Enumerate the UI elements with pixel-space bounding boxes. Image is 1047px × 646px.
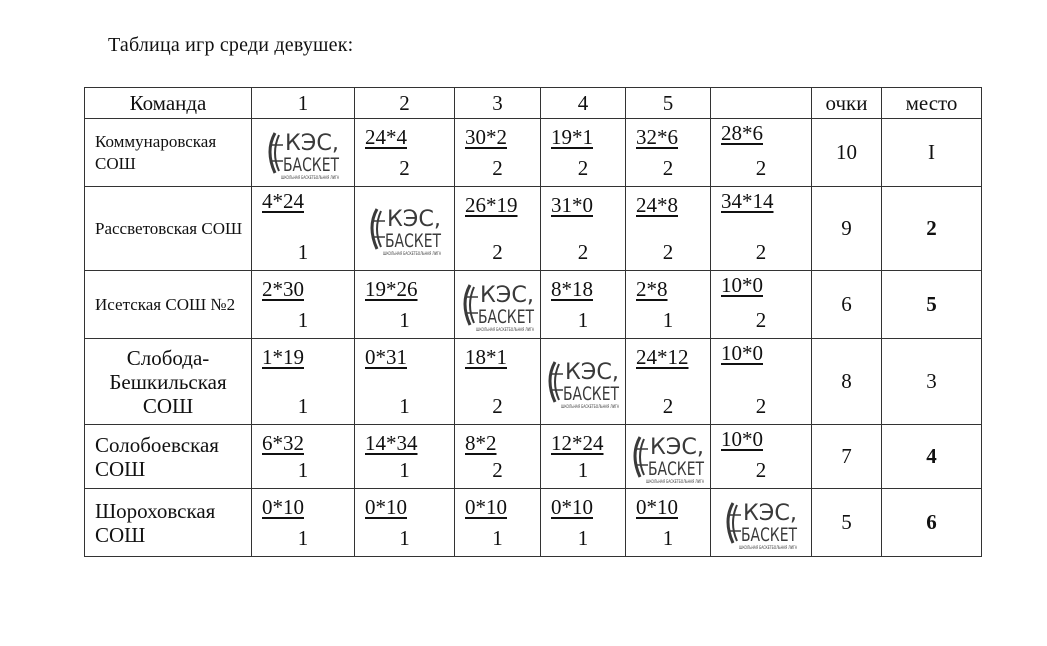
score-cell	[252, 187, 355, 271]
score-cell	[355, 119, 455, 187]
logo-text-top: КЭС,	[565, 359, 619, 385]
game-points: 2	[755, 394, 767, 418]
team-place: 3	[882, 339, 982, 425]
game-score: 14*34	[365, 431, 418, 455]
game-score: 0*10	[262, 495, 304, 519]
header-place: место	[882, 88, 982, 119]
score-cell	[626, 489, 711, 557]
kes-basket-logo	[263, 123, 343, 183]
kes-basket-logo	[628, 427, 708, 487]
logo-text-top: КЭС,	[743, 500, 797, 526]
total-points: 7	[812, 425, 882, 489]
game-score: 19*1	[551, 125, 593, 149]
kes-basket-logo	[365, 199, 445, 259]
game-points: 1	[399, 394, 410, 418]
game-score: 24*8	[636, 193, 678, 217]
game-points: 1	[492, 526, 503, 550]
table-row	[85, 119, 982, 187]
score-cell	[455, 339, 541, 425]
logo-cell	[711, 489, 812, 557]
game-score: 4*24	[262, 189, 304, 213]
logo-caption: ШКОЛЬНАЯ БАСКЕТБОЛЬНАЯ ЛИГА	[646, 478, 705, 484]
logo-caption: ШКОЛЬНАЯ БАСКЕТБОЛЬНАЯ ЛИГА	[281, 174, 340, 180]
score-cell	[711, 119, 812, 187]
game-score: 10*0	[721, 341, 763, 365]
score-cell	[541, 119, 626, 187]
game-score: 8*18	[551, 277, 593, 301]
header-team: Команда	[85, 88, 252, 119]
total-points: 10	[812, 119, 882, 187]
game-points: 2	[662, 156, 674, 180]
game-points: 1	[577, 526, 589, 550]
table-row	[85, 271, 982, 339]
logo-caption: ШКОЛЬНАЯ БАСКЕТБОЛЬНАЯ ЛИГА	[382, 250, 441, 256]
game-score: 18*1	[465, 345, 507, 369]
game-score: 2*8	[636, 277, 668, 301]
logo-caption: ШКОЛЬНАЯ БАСКЕТБОЛЬНАЯ ЛИГА	[739, 544, 798, 550]
game-points: 2	[755, 156, 767, 180]
score-cell	[626, 187, 711, 271]
team-place: 2	[882, 187, 982, 271]
game-points: 1	[577, 458, 589, 482]
header-game-1: 1	[252, 88, 355, 119]
score-cell	[252, 339, 355, 425]
game-score: 0*31	[365, 345, 407, 369]
game-score: 34*14	[721, 189, 774, 213]
game-points: 1	[662, 526, 674, 550]
game-score: 0*10	[551, 495, 593, 519]
score-cell	[355, 339, 455, 425]
score-cell	[455, 425, 541, 489]
logo-text-bottom: БАСКЕТ	[477, 305, 534, 328]
logo-text-bottom: БАСКЕТ	[648, 457, 705, 480]
team-place: 4	[882, 425, 982, 489]
game-points: 1	[399, 526, 410, 550]
score-cell	[355, 271, 455, 339]
game-score: 24*4	[365, 125, 407, 149]
game-score: 1*19	[262, 345, 304, 369]
game-score: 30*2	[465, 125, 507, 149]
logo-text-top: КЭС,	[285, 130, 339, 156]
logo-text-bottom: БАСКЕТ	[384, 229, 441, 252]
logo-cell	[626, 425, 711, 489]
score-cell	[355, 489, 455, 557]
logo-text-top: КЭС,	[479, 282, 534, 308]
game-points: 1	[662, 308, 674, 332]
header-game-3: 3	[455, 88, 541, 119]
game-score: 12*24	[551, 431, 604, 455]
kes-basket-logo	[543, 352, 623, 412]
score-cell	[711, 271, 812, 339]
logo-cell	[455, 271, 541, 339]
team-name: Слобода-Бешкильская СОШ	[85, 339, 252, 425]
logo-caption: ШКОЛЬНАЯ БАСКЕТБОЛЬНАЯ ЛИГА	[561, 403, 620, 409]
team-place: 6	[882, 489, 982, 557]
header-game-5: 5	[626, 88, 711, 119]
game-score: 0*10	[465, 495, 507, 519]
table-row	[85, 187, 982, 271]
team-name: Коммунаровская СОШ	[85, 119, 252, 187]
game-score: 2*30	[262, 277, 304, 301]
kes-basket-logo	[721, 493, 801, 553]
game-score: 26*19	[465, 193, 518, 217]
logo-text-bottom: БАСКЕТ	[563, 382, 620, 405]
game-score: 10*0	[721, 427, 763, 451]
logo-cell	[355, 187, 455, 271]
score-cell	[626, 271, 711, 339]
header-points: очки	[812, 88, 882, 119]
score-cell	[711, 339, 812, 425]
score-cell	[455, 489, 541, 557]
score-cell	[626, 119, 711, 187]
team-name: Исетская СОШ №2	[85, 271, 252, 339]
game-score: 6*32	[262, 431, 304, 455]
logo-cell	[541, 339, 626, 425]
game-score: 0*10	[636, 495, 678, 519]
table-row	[85, 489, 982, 557]
document-title: Таблица игр среди девушек:	[108, 34, 354, 56]
team-name: Шороховская СОШ	[85, 489, 252, 557]
score-cell	[252, 425, 355, 489]
header-game-6	[711, 88, 812, 119]
score-cell	[455, 119, 541, 187]
logo-text-top: КЭС,	[386, 206, 441, 232]
score-cell	[455, 187, 541, 271]
game-points: 1	[297, 394, 309, 418]
team-name: Рассветовская СОШ	[85, 187, 252, 271]
game-points: 2	[662, 240, 674, 264]
team-name: Солобоевская СОШ	[85, 425, 252, 489]
basketball-icon	[270, 133, 283, 173]
game-score: 32*6	[636, 125, 678, 149]
results-table	[84, 87, 982, 557]
game-points: 1	[297, 308, 309, 332]
game-points: 1	[297, 458, 309, 482]
game-score: 0*10	[365, 495, 407, 519]
game-points: 1	[297, 526, 309, 550]
game-points: 1	[297, 240, 309, 264]
logo-caption: ШКОЛЬНАЯ БАСКЕТБОЛЬНАЯ ЛИГА	[475, 326, 534, 332]
basketball-icon	[465, 285, 478, 325]
game-points: 1	[399, 458, 410, 482]
score-cell	[626, 339, 711, 425]
logo-text-top: КЭС,	[650, 434, 704, 460]
game-points: 1	[577, 308, 589, 332]
game-points: 2	[755, 240, 767, 264]
game-score: 19*26	[365, 277, 418, 301]
game-points: 2	[492, 240, 503, 264]
game-points: 2	[577, 240, 589, 264]
game-score: 10*0	[721, 273, 763, 297]
game-points: 2	[492, 156, 503, 180]
total-points: 5	[812, 489, 882, 557]
total-points: 8	[812, 339, 882, 425]
logo-text-bottom: БАСКЕТ	[283, 153, 340, 176]
team-place: 5	[882, 271, 982, 339]
basketball-icon	[728, 503, 741, 543]
score-cell	[355, 425, 455, 489]
score-cell	[711, 187, 812, 271]
basketball-icon	[550, 362, 563, 402]
header-game-4: 4	[541, 88, 626, 119]
logo-cell	[252, 119, 355, 187]
score-cell	[711, 425, 812, 489]
basketball-icon	[635, 437, 648, 477]
total-points: 6	[812, 271, 882, 339]
game-score: 8*2	[465, 431, 497, 455]
game-points: 2	[577, 156, 589, 180]
score-cell	[541, 271, 626, 339]
table-row	[85, 339, 982, 425]
basketball-icon	[372, 209, 385, 249]
total-points: 9	[812, 187, 882, 271]
game-points: 2	[399, 156, 410, 180]
header-row	[85, 88, 982, 119]
game-score: 28*6	[721, 121, 763, 145]
table-row	[85, 425, 982, 489]
score-cell	[541, 425, 626, 489]
game-score: 31*0	[551, 193, 593, 217]
score-cell	[541, 489, 626, 557]
score-cell	[252, 489, 355, 557]
score-cell	[252, 271, 355, 339]
game-score: 24*12	[636, 345, 689, 369]
game-points: 1	[399, 308, 410, 332]
kes-basket-logo	[458, 275, 538, 335]
header-game-2: 2	[355, 88, 455, 119]
game-points: 2	[662, 394, 674, 418]
score-cell	[541, 187, 626, 271]
game-points: 2	[755, 308, 767, 332]
game-points: 2	[492, 394, 503, 418]
game-points: 2	[755, 458, 767, 482]
logo-text-bottom: БАСКЕТ	[741, 523, 798, 546]
game-points: 2	[492, 458, 503, 482]
team-place: I	[882, 119, 982, 187]
